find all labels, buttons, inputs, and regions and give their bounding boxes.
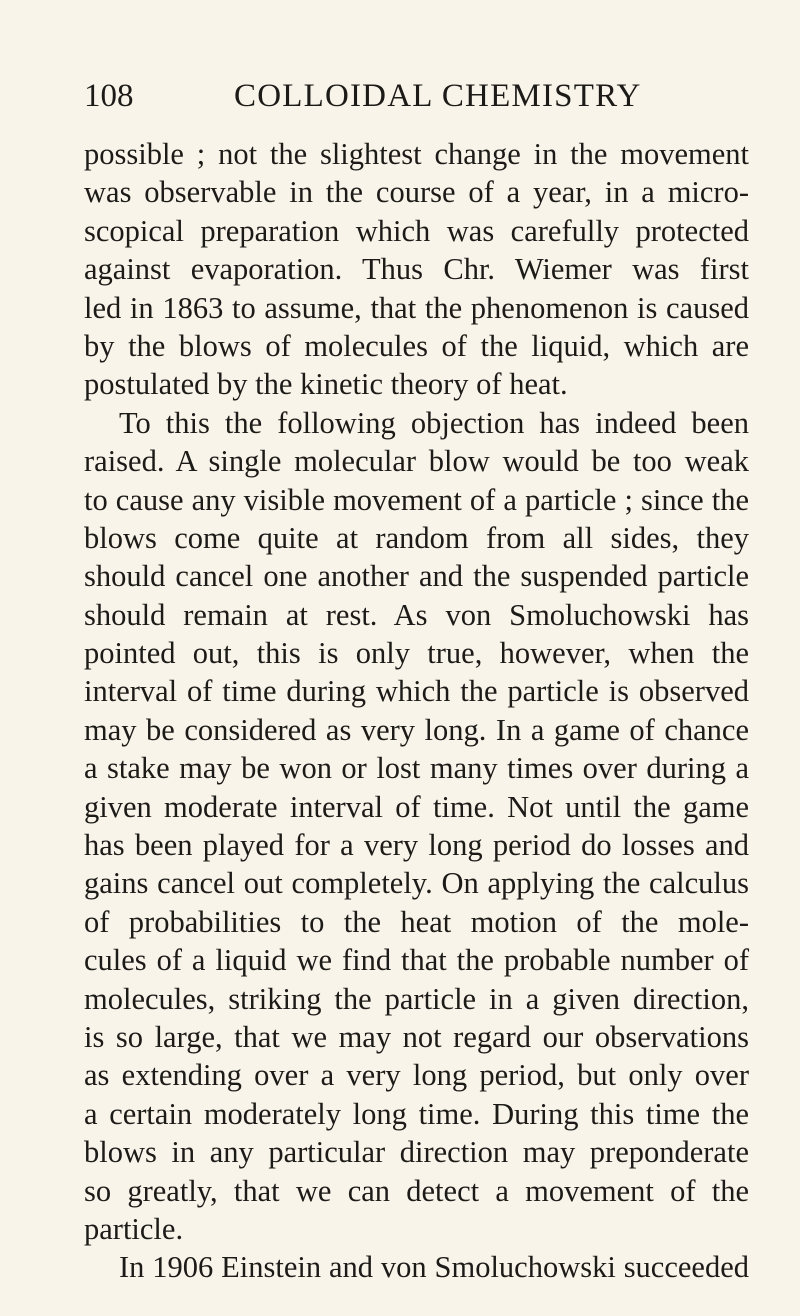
text-line: In 1906 Einstein and von Smoluchowski succeeded — [119, 1250, 749, 1285]
text-line: led in 1863 to assume, that the phenomenon is caused — [84, 290, 749, 325]
text-line: interval of time during which the particle is observed — [84, 674, 749, 709]
running-title: COLLOIDAL CHEMISTRY — [234, 78, 642, 114]
text-line: raised. A single molecular blow would be too weak — [84, 444, 749, 479]
text-line: should cancel one another and the suspended particle — [84, 559, 749, 594]
text-line: by the blows of molecules of the liquid, which are — [84, 328, 749, 363]
text-line: as extending over a very long period, but only over — [84, 1058, 749, 1093]
text-line: against evaporation. Thus Chr. Wiemer was first — [84, 252, 749, 287]
text-line: cules of a liquid we find that the probable number of — [84, 943, 749, 978]
text-line: given moderate interval of time. Not until the game — [84, 789, 749, 824]
text-line: blows come quite at random from all sides, they — [84, 520, 749, 555]
text-line: particle. — [84, 1211, 184, 1246]
text-line: a stake may be won or lost many times over during a — [84, 751, 749, 786]
text-line: a certain moderately long time. During this time the — [84, 1096, 749, 1131]
text-line: is so large, that we may not regard our observations — [84, 1019, 749, 1054]
text-line: gains cancel out completely. On applying the calculus — [84, 866, 749, 901]
running-head — [84, 76, 746, 116]
text-line: was observable in the course of a year, in a micro- — [84, 175, 749, 210]
text-line: of probabilities to the heat motion of the mole- — [84, 904, 749, 939]
text-line: pointed out, this is only true, however, when the — [84, 636, 749, 671]
text-line: scopical preparation which was carefully protected — [84, 213, 749, 248]
page-number: 108 — [84, 78, 134, 114]
text-line: molecules, striking the particle in a given direction, — [84, 981, 749, 1016]
text-line: should remain at rest. As von Smoluchowski has — [84, 597, 749, 632]
text-line: To this the following objection has indeed been — [119, 405, 749, 440]
text-line: may be considered as very long. In a game of chance — [84, 712, 749, 747]
text-line: blows in any particular direction may preponderate — [84, 1135, 749, 1170]
text-line: to cause any visible movement of a particle ; since the — [84, 482, 749, 517]
text-line: postulated by the kinetic theory of heat. — [84, 367, 568, 402]
text-line: so greatly, that we can detect a movement of the — [84, 1173, 749, 1208]
body-text — [84, 135, 749, 1287]
text-line: possible ; not the slightest change in the movement — [84, 137, 749, 171]
text-line: has been played for a very long period do losses and — [84, 828, 749, 863]
